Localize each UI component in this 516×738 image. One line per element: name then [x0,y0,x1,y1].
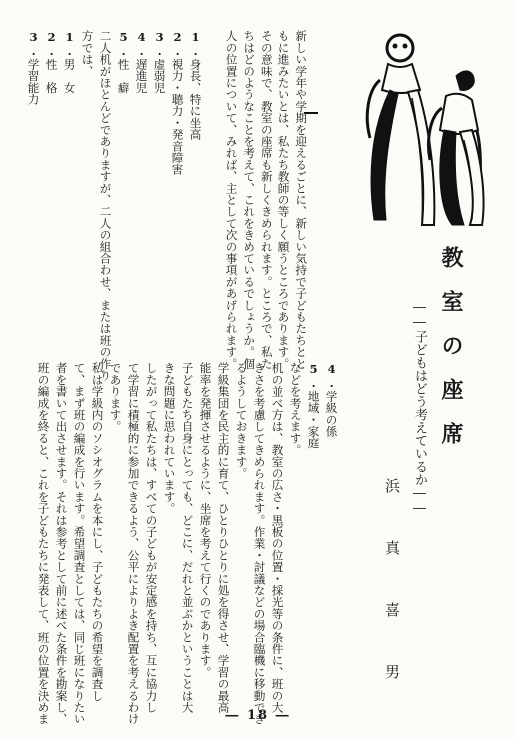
lower-line: 能率を発揮させるように、坐席を考えて行くのであります。 [198,362,213,678]
list1-item [114,30,132,93]
lower-line: て学習に積極的に参加できるよう、公平によりよき配置を考えるわけ [126,362,141,725]
article-title: 教室の座席 [438,246,464,466]
lower-list-num: 5. [306,362,321,391]
list1-item-num: 4. [134,30,149,59]
list1-item-text: 身長、特に坐高 [188,58,203,141]
lower-line: 学級集団を民主的に育て、ひとりひとりに処を得させ、学習の最高 [216,362,231,713]
list1-item-text: 遅進児 [134,58,149,94]
upper-para2-line2: 方では、 [80,30,95,77]
lower-line: きさを考慮してきめられます。作業・討議などの場合臨機に移動でき [252,362,267,725]
lower-line: したがって私たちは、すべての子どもが安定感を持ち、互に協力し [144,362,159,713]
lower-line: て、まず班の編成を行います。希望調査としては、同じ班になりたい [72,362,87,725]
list2-item [60,30,78,93]
page-number: ― 18 ― [225,708,291,723]
article-subtitle: ――子どもはどう考えているか―― [412,300,427,516]
lower-line: 机の並べ方は、教室の広さ・黒板の位置・採光等の条件に、班の大 [270,362,285,713]
lower-line: であります。 [108,362,123,433]
upper-para1-line1: 新しい学年や学期を迎えるごとに、新しい気持で子どもたちとともに進みたいとは、私たち教師の等しく願うところであります。 [276,30,309,370]
lower-line: 班の編成を終ると、これを子どもたちに発表して、班の位置を決めま [36,362,51,725]
lower-line: 子どもたち自身にとっても、どこに、だれと並ぶかということは大 [180,362,195,713]
list2-item [42,30,60,93]
upper-para2-line1: 二人机がほとんどでありますが、二人の組合わせ、または班の作り [98,30,113,381]
list1-item [186,30,204,140]
lower-list-text: 学級の係 [324,390,339,438]
lower-line: 者を書いて出させます。それは参考として前に述べた条件を勘案し、 [54,362,69,725]
lower-line: きな問題に思われています。 [162,362,177,515]
lower-list-num: 4. [324,362,339,391]
list1-item-num: 1. [188,30,203,59]
list1-item [168,30,186,175]
list1-item-text: 虚弱児 [152,58,167,94]
lower-line: るようしておきます。 [234,362,249,479]
lower-list-item [304,362,322,449]
list1-item-text: 性 癖 [116,58,131,94]
list1-item-text: 視力・聴力・発音障害 [170,58,185,176]
lower-list-text: 地域・家庭 [306,390,321,449]
author-name: 浜 真 喜 男 [383,478,401,695]
lower-line: 私は学級内のソシオグラムを本にし、子どもたちの希望を調査し [90,362,105,702]
list1-item-num: 3. [152,30,167,59]
list1-item-num: 2. [170,30,185,59]
list2-item-text: 男 女 [62,58,77,94]
upper-para1-line2: その意味で、教室の座席も新しくきめられます。ところで、私たちはどのようなことを考えて、これをきめているでしょうか。個人の位置について、みれば、主として次の事項があげられます。 [224,30,274,370]
list2-item-text: 学習能力 [26,58,41,106]
list2-item-num: 1. [62,30,77,59]
lower-line: などを考えます。 [288,362,303,456]
list2-item [24,30,42,105]
list1-item-num: 5. [116,30,131,59]
list2-item-text: 性 格 [44,58,59,94]
list1-item [150,30,168,93]
list1-item [132,30,150,93]
lower-list-item [322,362,340,437]
list2-item-num: 3. [26,30,41,59]
list2-item-num: 2. [44,30,59,59]
figures-illustration [360,20,492,230]
